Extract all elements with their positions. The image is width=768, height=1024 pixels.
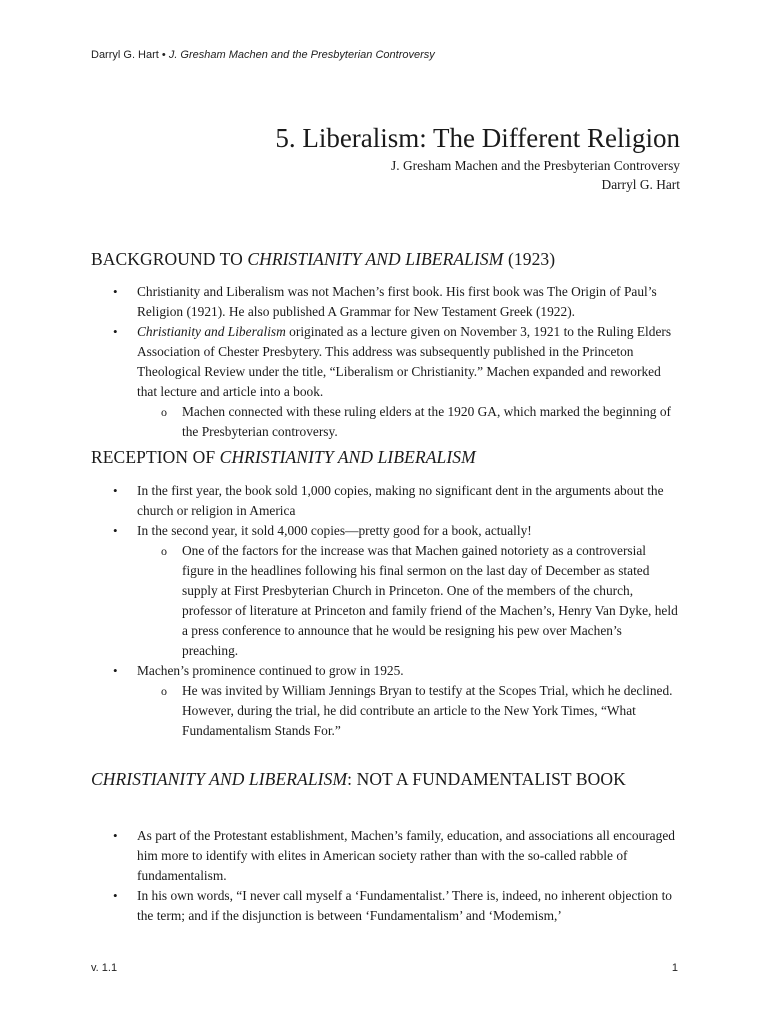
list-item [91, 886, 681, 926]
sub-list-item-text: Machen connected with these ruling elders at the 1920 GA, which marked the beginning of the Presbyterian controversy. [182, 404, 671, 439]
list-item [91, 826, 681, 886]
background-list [91, 282, 681, 442]
list-item [91, 661, 681, 681]
sub-list-item [91, 681, 681, 741]
sub-list-item-text: He was invited by William Jennings Bryan to testify at the Scopes Trial, which he declined. However, during the trial, he did contribute an article to the New York Times, “What Fundamentalism Stands For.” [182, 683, 673, 738]
heading-text: (1923) [503, 249, 556, 269]
heading-text: BACKGROUND TO [91, 249, 248, 269]
page-number: 1 [671, 962, 678, 974]
heading-text: RECEPTION OF [91, 447, 220, 467]
list-item-text: Christianity and Liberalism was not Machen’s first book. His first book was The Origin of Paul’s Religion (1921). He also published A Grammar for New Testament Greek (1922). [137, 284, 657, 319]
list-item [91, 322, 681, 402]
reception-list [91, 481, 681, 741]
sub-list-item [91, 541, 681, 661]
list-item-text: In the second year, it sold 4,000 copies—pretty good for a book, actually! [137, 523, 532, 538]
sub-list-item-text: One of the factors for the increase was that Machen gained notoriety as a controversial figure in the headlines following his final sermon on the last day of December as stated supply at First Presbyterian Church in Princeton. One of the members of the church, professor of literature at Princeton and family friend of the Machen’s, Henry Van Dyke, held a press conference to announce that he would be resigning his pew over Machen’s preaching. [182, 543, 678, 658]
page-author: Darryl G. Hart [601, 177, 680, 192]
page-title: 5. Liberalism: The Different Religion [275, 123, 680, 153]
section-heading-background [91, 247, 555, 272]
list-item-text: Machen’s prominence continued to grow in 1925. [137, 663, 404, 678]
heading-italic-text: CHRISTIANITY AND LIBERALISM [219, 447, 476, 467]
list-item-text: In the first year, the book sold 1,000 copies, making no significant dent in the arguments about the church or religion in America [137, 483, 664, 518]
list-item [91, 282, 681, 322]
list-item-text: In his own words, “I never call myself a ‘Fundamentalist.’ There is, indeed, no inherent objection to the term; and if the disjunction is between ‘Fundamentalism’ and ‘Modemism,’ [137, 888, 672, 923]
list-item-text: originated as a lecture given on November 3, 1921 to the Ruling Elders Association of Chester Presbytery. This address was subsequently published in the Princeton Theological Review under the title, “Liberalism or Christianity.” Machen expanded and reworked that lecture and article into a book. [137, 324, 672, 399]
version-label: v. 1.1 [91, 962, 118, 974]
not-fundamentalist-list [91, 826, 681, 926]
page-subtitle: J. Gresham Machen and the Presbyterian Controversy [391, 158, 680, 173]
heading-text: : NOT A FUNDAMENTALIST BOOK [347, 769, 626, 789]
heading-italic-text: CHRISTIANITY AND LIBERALISM [91, 769, 348, 789]
list-item-text: As part of the Protestant establishment, Machen’s family, education, and associations all encouraged him more to identify with elites in American society rather than with the so-called rabble of fundamentalism. [137, 828, 675, 883]
section-heading-reception [91, 445, 476, 470]
running-header [91, 49, 435, 61]
header-book-title: J. Gresham Machen and the Presbyterian Controversy [168, 49, 435, 61]
title-block [275, 120, 680, 194]
list-item-italic-text: Christianity and Liberalism [137, 324, 286, 339]
list-item [91, 521, 681, 541]
header-author: Darryl G. Hart • [91, 49, 169, 61]
heading-italic-text: CHRISTIANITY AND LIBERALISM [247, 249, 504, 269]
section-heading-not-fundamentalist [91, 767, 681, 792]
list-item [91, 481, 681, 521]
sub-list-item [91, 402, 681, 442]
